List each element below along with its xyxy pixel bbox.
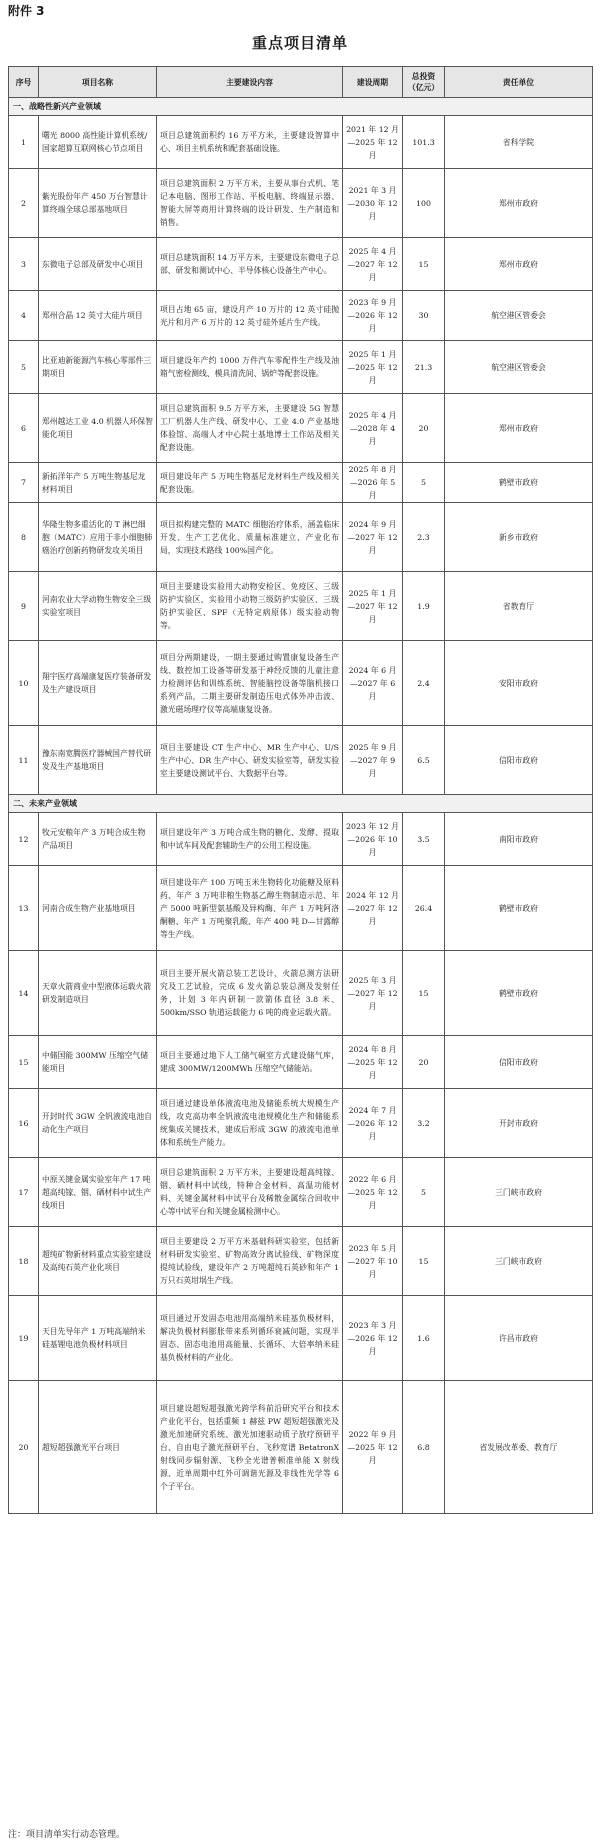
cell-no: 20 [9, 1381, 39, 1514]
cell-content: 项目总建筑面积 14 万平方米，主要建设东微电子总部、研发和测试中心、半导体核心设备生产中心。 [157, 238, 343, 291]
cell-no: 15 [9, 1036, 39, 1089]
cell-name: 天目先导年产 1 万吨高端纳米硅基锂电池负极材料项目 [39, 1296, 157, 1381]
cell-name: 超短超强激光平台项目 [39, 1381, 157, 1514]
cell-period: 2022 年 6 月—2025 年 12 月 [343, 1158, 403, 1227]
cell-period: 2024 年 9 月—2027 年 12 月 [343, 503, 403, 572]
cell-period: 2021 年 12 月—2025 年 12 月 [343, 116, 403, 169]
table-row [9, 503, 593, 572]
cell-amount: 15 [403, 951, 445, 1036]
table-row [9, 641, 593, 726]
table-row [9, 463, 593, 503]
cell-amount: 5 [403, 1158, 445, 1227]
cell-unit: 信阳市政府 [445, 726, 593, 795]
cell-no: 9 [9, 572, 39, 641]
cell-content: 项目总建筑面积 2 万平方米，主要从事台式机、笔记本电脑、图形工作站、平板电脑、终端显示器、智能大屏等商用计算终端的设计研发、生产制造和销售。 [157, 169, 343, 238]
cell-content: 项目建设年产约 1000 万件汽车零配件生产线及油箱气密检测线、模具清洗间、锅炉等配套设施。 [157, 341, 343, 394]
cell-unit: 鹤壁市政府 [445, 951, 593, 1036]
header-amount: 总投资（亿元） [403, 67, 445, 98]
cell-name: 牧元安粮年产 3 万吨合成生物产品项目 [39, 813, 157, 866]
cell-unit: 鹤壁市政府 [445, 866, 593, 951]
table-row [9, 394, 593, 463]
cell-no: 17 [9, 1158, 39, 1227]
cell-period: 2025 年 1 月—2027 年 12 月 [343, 572, 403, 641]
cell-content: 项目主要建设实验用大动物安检区、免疫区、三级防护实验区，实验用小动物三级防护实验区、三级防护实验区、SPF（无特定病原体）级实验动物等。 [157, 572, 343, 641]
cell-amount: 1.6 [403, 1296, 445, 1381]
cell-name: 紫光股份年产 450 万台智慧计算终端全球总部基地项目 [39, 169, 157, 238]
cell-content: 项目主要通过地下人工储气硐室方式建设储气库，建成 300MW/1200MWh 压缩空气储能站。 [157, 1036, 343, 1089]
cell-period: 2024 年 6 月—2027 年 6 月 [343, 641, 403, 726]
cell-name: 比亚迪新能源汽车核心零部件三期项目 [39, 341, 157, 394]
header-no: 序号 [9, 67, 39, 98]
table-row [9, 813, 593, 866]
header-unit: 责任单位 [445, 67, 593, 98]
cell-period: 2025 年 8 月—2026 年 5 月 [343, 463, 403, 503]
cell-name: 东微电子总部及研发中心项目 [39, 238, 157, 291]
cell-unit: 省教育厅 [445, 572, 593, 641]
cell-name: 中原关键金属实验室年产 17 吨超高纯镓、铟、硒材料中试生产线项目 [39, 1158, 157, 1227]
table-row [9, 169, 593, 238]
cell-period: 2024 年 8 月—2025 年 12 月 [343, 1036, 403, 1089]
cell-name: 天章火箭商业中型液体运载火箭研发制造项目 [39, 951, 157, 1036]
cell-unit: 鹤壁市政府 [445, 463, 593, 503]
cell-content: 项目拟构建完整的 MATC 细胞治疗体系，涵盖临床开发、生产工艺优化、质量标准建立、产业化布局，实现技术路线 100%国产化。 [157, 503, 343, 572]
footnote: 注：项目清单实行动态管理。 [8, 1830, 126, 1840]
cell-amount: 30 [403, 291, 445, 341]
section-title: 一、战略性新兴产业领域 [9, 98, 593, 116]
cell-period: 2025 年 1 月—2025 年 12 月 [343, 341, 403, 394]
cell-period: 2023 年 3 月—2026 年 12 月 [343, 1296, 403, 1381]
cell-no: 11 [9, 726, 39, 795]
attachment-label: 附件 3 [8, 4, 45, 18]
cell-content: 项目主要开展火箭总装工艺设计、火箭总测方法研究及工艺试验，完成 6 发火箭总装总测及发射任务，计划 3 年内研制一款箭体直径 3.8 米、500km/SSO 轨道运载能力 6 吨的商业运载火箭。 [157, 951, 343, 1036]
cell-name: 郑州越达工业 4.0 机器人环保智能化项目 [39, 394, 157, 463]
cell-unit: 三门峡市政府 [445, 1158, 593, 1227]
cell-content: 项目占地 65 亩，建设月产 10 万片的 12 英寸硅抛光片和月产 6 万片的 12 英寸硅外延片生产线。 [157, 291, 343, 341]
cell-name: 新拓洋年产 5 万吨生物基尼龙材料项目 [39, 463, 157, 503]
cell-no: 2 [9, 169, 39, 238]
cell-unit: 信阳市政府 [445, 1036, 593, 1089]
table-row [9, 1381, 593, 1514]
cell-content: 项目建设年产 5 万吨生物基尼龙材料生产线及相关配套设施。 [157, 463, 343, 503]
cell-amount: 26.4 [403, 866, 445, 951]
cell-no: 10 [9, 641, 39, 726]
cell-unit: 航空港区管委会 [445, 341, 593, 394]
table-row [9, 1036, 593, 1089]
cell-content: 项目建设超短超强激光跨学科前沿研究平台和技术产业化平台，包括重频 1 赫兹 PW 超短超强激光及激光加速研究系统、激光加速驱动质子放疗预研平台、自由电子激光预研平台、飞秒宽谱 BetatronX 射线同步辐射源、飞秒全光谱普顿准单能 X 射线源、近单周期中红外可调谐光源及非线性光学等 6 个子平台。 [157, 1381, 343, 1514]
cell-period: 2023 年 12 月—2026 年 10 月 [343, 813, 403, 866]
table-row [9, 341, 593, 394]
cell-amount: 2.4 [403, 641, 445, 726]
cell-amount: 21.3 [403, 341, 445, 394]
cell-period: 2023 年 9 月—2026 年 12 月 [343, 291, 403, 341]
table-header-row [9, 67, 593, 98]
cell-amount: 1.9 [403, 572, 445, 641]
cell-no: 18 [9, 1227, 39, 1296]
table-row [9, 291, 593, 341]
cell-content: 项目总建筑面积约 16 万平方米，主要建设智算中心、项目主机系统和配套基础设施。 [157, 116, 343, 169]
table-row [9, 238, 593, 291]
cell-unit: 许昌市政府 [445, 1296, 593, 1381]
cell-no: 8 [9, 503, 39, 572]
cell-amount: 20 [403, 1036, 445, 1089]
cell-name: 中储国能 300MW 压缩空气储能项目 [39, 1036, 157, 1089]
cell-amount: 20 [403, 394, 445, 463]
cell-amount: 3.5 [403, 813, 445, 866]
cell-content: 项目通过建设单体液流电池及储能系统大规模生产线，攻克高功率全钒液流电池规模化生产和储能系统集成关键技术，建成后形成 3GW 的液流电池单体和系统生产能力。 [157, 1089, 343, 1158]
cell-content: 项目建设年产 3 万吨合成生物的糖化、发酵、提取和中试车间及配套辅助生产的公用工程设施。 [157, 813, 343, 866]
cell-unit: 郑州市政府 [445, 169, 593, 238]
cell-period: 2025 年 4 月—2027 年 12 月 [343, 238, 403, 291]
cell-period: 2022 年 9 月—2025 年 12 月 [343, 1381, 403, 1514]
cell-amount: 101.3 [403, 116, 445, 169]
cell-no: 7 [9, 463, 39, 503]
cell-amount: 100 [403, 169, 445, 238]
cell-name: 翔宇医疗高端康复医疗装备研发及生产建设项目 [39, 641, 157, 726]
cell-content: 项目主要建设 2 万平方米基础科研实验室，包括新材料研发实验室、矿物高效分离试验线、矿物深度提纯试验线，建设年产 2 万吨超纯石英砂和年产 1 万只石英坩埚生产线。 [157, 1227, 343, 1296]
cell-name: 河南合成生物产业基地项目 [39, 866, 157, 951]
cell-unit: 三门峡市政府 [445, 1227, 593, 1296]
cell-content: 项目总建筑面积 9.5 万平方米，主要建设 5G 智慧工厂机器人生产线、研发中心、工业 4.0 产业基地体验馆、高端人才中心院士基地博士工作站及相关配套设施。 [157, 394, 343, 463]
cell-content: 项目建设年产 100 万吨玉米生物转化功能糖及原料药、年产 3 万吨非粮生物基乙醇生物制造示范、年产 5000 吨新型氨基酸及异构酶、年产 1 万吨阿洛酮糖、年产 1 万吨聚乳酸、年产 400 吨 D—甘露醇等生产线。 [157, 866, 343, 951]
header-period: 建设周期 [343, 67, 403, 98]
cell-amount: 6.5 [403, 726, 445, 795]
table-row [9, 116, 593, 169]
cell-name: 超纯矿物新材料重点实验室建设及高纯石英产业化项目 [39, 1227, 157, 1296]
cell-amount: 2.3 [403, 503, 445, 572]
cell-name: 曙光 8000 高性能计算机系统/国家超算互联网核心节点项目 [39, 116, 157, 169]
cell-unit: 郑州市政府 [445, 238, 593, 291]
table-row [9, 572, 593, 641]
cell-name: 华隆生物多重活化的 T 淋巴细胞（MATC）应用于非小细胞肺癌治疗创新药物研发攻关项目 [39, 503, 157, 572]
cell-amount: 15 [403, 1227, 445, 1296]
cell-no: 16 [9, 1089, 39, 1158]
section-row [9, 98, 593, 116]
cell-period: 2025 年 3 月—2027 年 12 月 [343, 951, 403, 1036]
cell-name: 豫东南宽腾医疗器械国产替代研发及生产基地项目 [39, 726, 157, 795]
cell-unit: 省发展改革委、教育厅 [445, 1381, 593, 1514]
table-row [9, 1089, 593, 1158]
cell-unit: 南阳市政府 [445, 813, 593, 866]
cell-period: 2023 年 5 月—2027 年 10 月 [343, 1227, 403, 1296]
cell-no: 1 [9, 116, 39, 169]
cell-period: 2024 年 12 月—2027 年 12 月 [343, 866, 403, 951]
cell-unit: 郑州市政府 [445, 394, 593, 463]
cell-period: 2021 年 3 月—2030 年 12 月 [343, 169, 403, 238]
cell-name: 开封时代 3GW 全钒液流电池自动化生产项目 [39, 1089, 157, 1158]
cell-unit: 新乡市政府 [445, 503, 593, 572]
cell-unit: 航空港区管委会 [445, 291, 593, 341]
cell-period: 2024 年 7 月—2026 年 12 月 [343, 1089, 403, 1158]
header-content: 主要建设内容 [157, 67, 343, 98]
cell-content: 项目分两期建设，一期主要通过购置康复设备生产线、数控加工设备等研发基于神经反馈的儿童注意力检测评估和训练系统、智能脑控设备等脑机接口系列产品，二期主要研发制造压电式体外冲击波、激光磁场理疗仪等高端康复设备。 [157, 641, 343, 726]
section-row [9, 795, 593, 813]
cell-name: 河南农业大学动物生物安全三级实验室项目 [39, 572, 157, 641]
cell-no: 13 [9, 866, 39, 951]
cell-name: 郑州合晶 12 英寸大硅片项目 [39, 291, 157, 341]
cell-no: 4 [9, 291, 39, 341]
table-row [9, 866, 593, 951]
table-row [9, 1296, 593, 1381]
cell-content: 项目通过开发固态电池用高端纳米硅基负极材料，解决负极材料膨胀带来系列循环衰减问题，实现半固态、固态电池用高能量、长循环、大倍率纳米硅基负极材料的产业化。 [157, 1296, 343, 1381]
cell-amount: 6.8 [403, 1381, 445, 1514]
cell-no: 3 [9, 238, 39, 291]
cell-period: 2025 年 4 月—2028 年 4 月 [343, 394, 403, 463]
cell-no: 6 [9, 394, 39, 463]
cell-unit: 开封市政府 [445, 1089, 593, 1158]
cell-no: 14 [9, 951, 39, 1036]
cell-content: 项目总建筑面积 2 万平方米，主要建设超高纯镓、铟、硒材料中试线，特种合金材料、高温功能材料、关键金属材料中试平台及稀散金属综合回收中心等中试平台和关键金属检测中心。 [157, 1158, 343, 1227]
table-row [9, 1158, 593, 1227]
header-name: 项目名称 [39, 67, 157, 98]
page-title: 重点项目清单 [251, 34, 348, 52]
cell-unit: 省科学院 [445, 116, 593, 169]
section-title: 二、未来产业领域 [9, 795, 593, 813]
cell-no: 5 [9, 341, 39, 394]
cell-unit: 安阳市政府 [445, 641, 593, 726]
table-row [9, 1227, 593, 1296]
cell-amount: 15 [403, 238, 445, 291]
cell-amount: 3.2 [403, 1089, 445, 1158]
cell-amount: 5 [403, 463, 445, 503]
table-row [9, 951, 593, 1036]
cell-no: 12 [9, 813, 39, 866]
cell-content: 项目主要建设 CT 生产中心、MR 生产中心、U/S 生产中心、DR 生产中心、研发实验室等，研发实验室主要建设测试平台、大数据平台等。 [157, 726, 343, 795]
project-table [8, 66, 593, 1514]
table-row [9, 726, 593, 795]
cell-period: 2025 年 9 月—2027 年 9 月 [343, 726, 403, 795]
cell-no: 19 [9, 1296, 39, 1381]
